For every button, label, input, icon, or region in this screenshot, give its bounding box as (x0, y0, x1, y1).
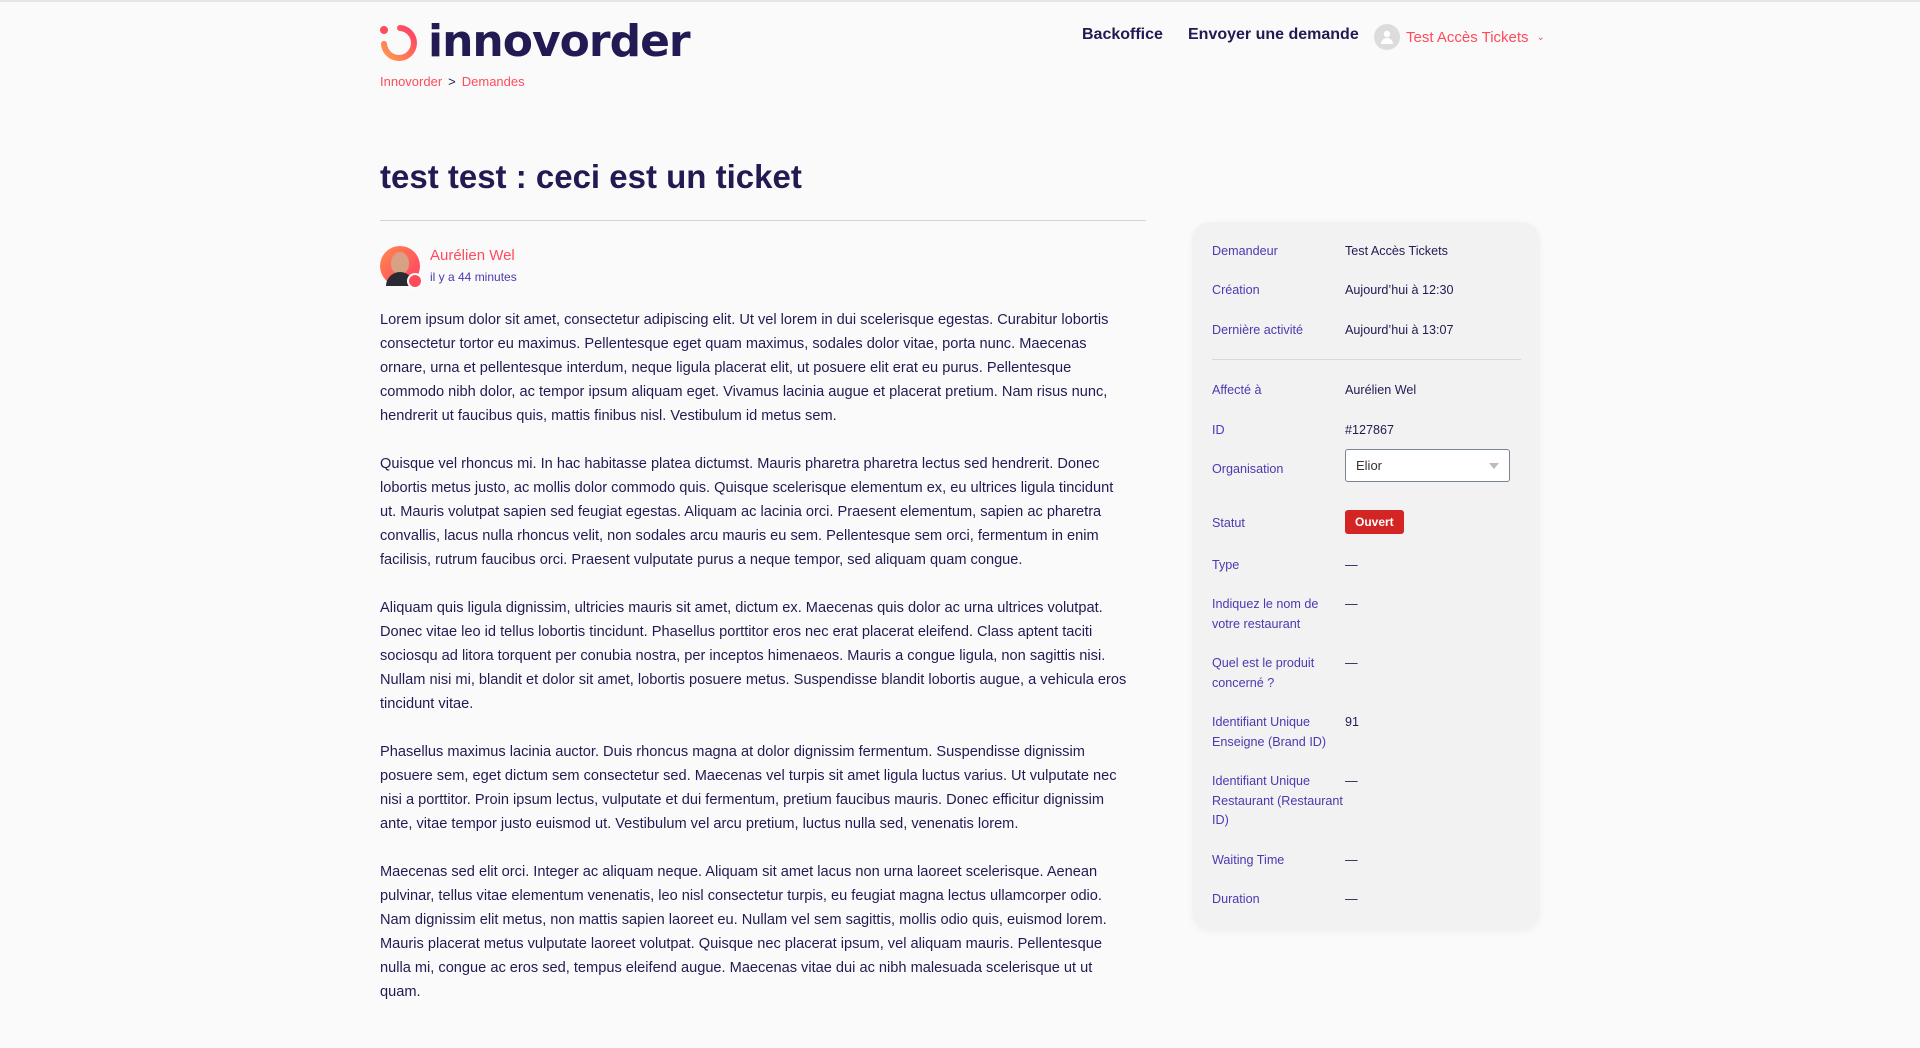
detail-value: 91 (1345, 715, 1360, 729)
detail-value: — (1345, 597, 1358, 611)
paragraph: Phasellus maximus lacinia auctor. Duis rhoncus magna at dolor dignissim fermentum. Suspendisse dignissim posuere sem, eget dictum sem consectetur sed. Maecenas vel turpis sit amet ligula luctus varius. Ut vulputate nec nisi a porttitor. Proin ipsum lectus, vulputate et dui fermentum, pretium faucibus mauris. Donec efficitur dignissim ante, vitae tempor justo euismod ut. Vestibulum vel arcu pretium, luctus nulla sed, venenatis lorem. (380, 744, 1117, 832)
detail-value: — (1345, 853, 1358, 867)
user-menu[interactable] (1374, 24, 1545, 50)
detail-value: — (1345, 892, 1358, 906)
divider (1212, 359, 1521, 360)
detail-value: — (1345, 656, 1358, 670)
detail-duration (1212, 890, 1358, 910)
breadcrumb-separator: > (448, 74, 456, 89)
nav-send-request[interactable]: Envoyer une demande (1188, 26, 1359, 43)
detail-label: Identifiant Unique Enseigne (Brand ID) (1212, 715, 1327, 749)
author-name: Aurélien Wel (430, 247, 515, 264)
detail-label: Identifiant Unique Restaurant (Restaurant ID) (1212, 774, 1343, 828)
ticket-details-panel (1192, 222, 1540, 930)
detail-label: Affecté à (1212, 383, 1262, 397)
detail-value: Aujourd’hui à 13:07 (1345, 323, 1454, 337)
detail-product (1212, 654, 1358, 693)
user-name: Test Accès Tickets (1406, 28, 1529, 46)
comment-author (380, 246, 517, 286)
detail-value: — (1345, 774, 1358, 788)
detail-restaurant-name (1212, 595, 1358, 634)
paragraph: Aliquam quis ligula dignissim, ultricies mauris sit amet, dictum ex. Maecenas quis dolor ac urna ultrices volutpat. Donec vitae leo id tellus lobortis tincidunt. Phasellus porttitor eros nec erat placerat eleifend. Class aptent taciti sociosqu ad litora torquent per conubia nostra, per inceptos himenaeos. Mauris a congue ligula, non sagittis nisi. Nullam nisi mi, blandit et dolor sit amet, lobortis posuere metus. Suspendisse blandit lobortis augue, a vehicula eros tincidunt vitae. (380, 600, 1127, 712)
detail-value: — (1345, 558, 1358, 572)
detail-type (1212, 556, 1358, 576)
detail-demandeur (1212, 242, 1448, 262)
breadcrumb-innovorder[interactable]: Innovorder (380, 74, 443, 89)
logo-text: innovorder (428, 16, 690, 67)
breadcrumb-demandes[interactable]: Demandes (461, 74, 525, 89)
nav-backoffice[interactable]: Backoffice (1082, 26, 1163, 43)
paragraph: Lorem ipsum dolor sit amet, consectetur adipiscing elit. Ut vel lorem in dui scelerisque egestas. Curabitur lobortis consectetur tortor eu maximus. Pellentesque eget quam maximus, sodales dolor vitae, porta nunc. Maecenas ornare, urna et pellentesque interdum, neque ligula placerat elit, ut posuere elit erat eu purus. Pellentesque commodo nibh dolor, ac tempor ipsum aliquam eget. Vivamus lacinia augue et placerat pretium. Nam risus nunc, hendrerit ut faucibus quis, mattis finibus nisl. Vestibulum id metus sem. (380, 312, 1109, 424)
logo-icon (378, 22, 418, 62)
agent-badge-icon (407, 273, 423, 289)
detail-id (1212, 421, 1394, 441)
status-badge: Ouvert (1345, 510, 1404, 534)
detail-value: Test Accès Tickets (1345, 244, 1448, 258)
divider (380, 220, 1146, 221)
detail-assignee (1212, 381, 1416, 401)
logo[interactable] (378, 16, 690, 67)
ticket-body (380, 308, 1130, 1028)
detail-restaurant-id (1212, 772, 1358, 831)
detail-waiting-time (1212, 851, 1358, 871)
detail-label: Statut (1212, 516, 1245, 530)
organisation-value: Elior (1356, 457, 1383, 473)
page-title: test test : ceci est un ticket (380, 158, 802, 195)
detail-label: Demandeur (1212, 244, 1278, 258)
organisation-select[interactable] (1345, 449, 1510, 482)
avatar (380, 246, 420, 286)
detail-label: Indiquez le nom de votre restaurant (1212, 597, 1319, 631)
detail-label: Duration (1212, 892, 1260, 906)
chevron-down-icon: ⌄ (1536, 31, 1545, 43)
detail-label: ID (1212, 423, 1225, 437)
detail-value: Aujourd’hui à 12:30 (1345, 283, 1454, 297)
comment-time: il y a 44 minutes (430, 270, 517, 284)
dropdown-arrow-icon (1489, 463, 1499, 469)
detail-label: Type (1212, 558, 1240, 572)
detail-organisation (1212, 457, 1510, 482)
detail-label: Création (1212, 283, 1260, 297)
paragraph: Maecenas sed elit orci. Integer ac aliquam neque. Aliquam sit amet lacus non urna laoreet scelerisque. Aenean pulvinar, tellus vitae elementum venenatis, leo nisl consectetur turpis, eu feugiat magna lectus ullamcorper odio. Nam dignissim elit metus, non mattis sapien laoreet eu. Nullam vel sem sagittis, mollis odio quis, euismod lorem. Mauris placerat metus vulputate laoreet volutpat. Quisque nec placerat ipsum, vel aliquam mauris. Pellentesque nulla mi, congue ac eros sed, tempus eleifend augue. Maecenas vitae dui ac nibh malesuada scelerisque ut ut quam. (380, 864, 1107, 1000)
detail-last-activity (1212, 321, 1454, 341)
detail-value: #127867 (1345, 423, 1395, 437)
detail-value: Aurélien Wel (1345, 383, 1417, 397)
detail-label: Waiting Time (1212, 853, 1285, 867)
user-avatar-icon (1374, 24, 1400, 50)
paragraph: Quisque vel rhoncus mi. In hac habitasse platea dictumst. Mauris pharetra pharetra lectus sed hendrerit. Donec lobortis metus justo, ac mollis dolor commodo quis. Quisque scelerisque elementum ex, eu ultrices ligula tincidunt ut. Mauris volutpat sapien sed feugiat egestas. Aliquam ac lacinia orci. Praesent elementum, sapien ac pharetra convallis, lacus nulla rhoncus velit, non sodales arcu mauris eu sem. Pellentesque sem orci, fermentum in enim facilisis, rutrum faucibus orci. Praesent vulputate purus a neque tempor, sed aliquam quam congue. (380, 456, 1114, 568)
detail-label: Quel est le produit concerné ? (1212, 656, 1315, 690)
breadcrumb (380, 74, 525, 89)
detail-label: Dernière activité (1212, 323, 1303, 337)
detail-creation (1212, 281, 1454, 301)
detail-statut (1212, 514, 1404, 534)
detail-label: Organisation (1212, 462, 1284, 476)
detail-brand-id (1212, 713, 1359, 752)
